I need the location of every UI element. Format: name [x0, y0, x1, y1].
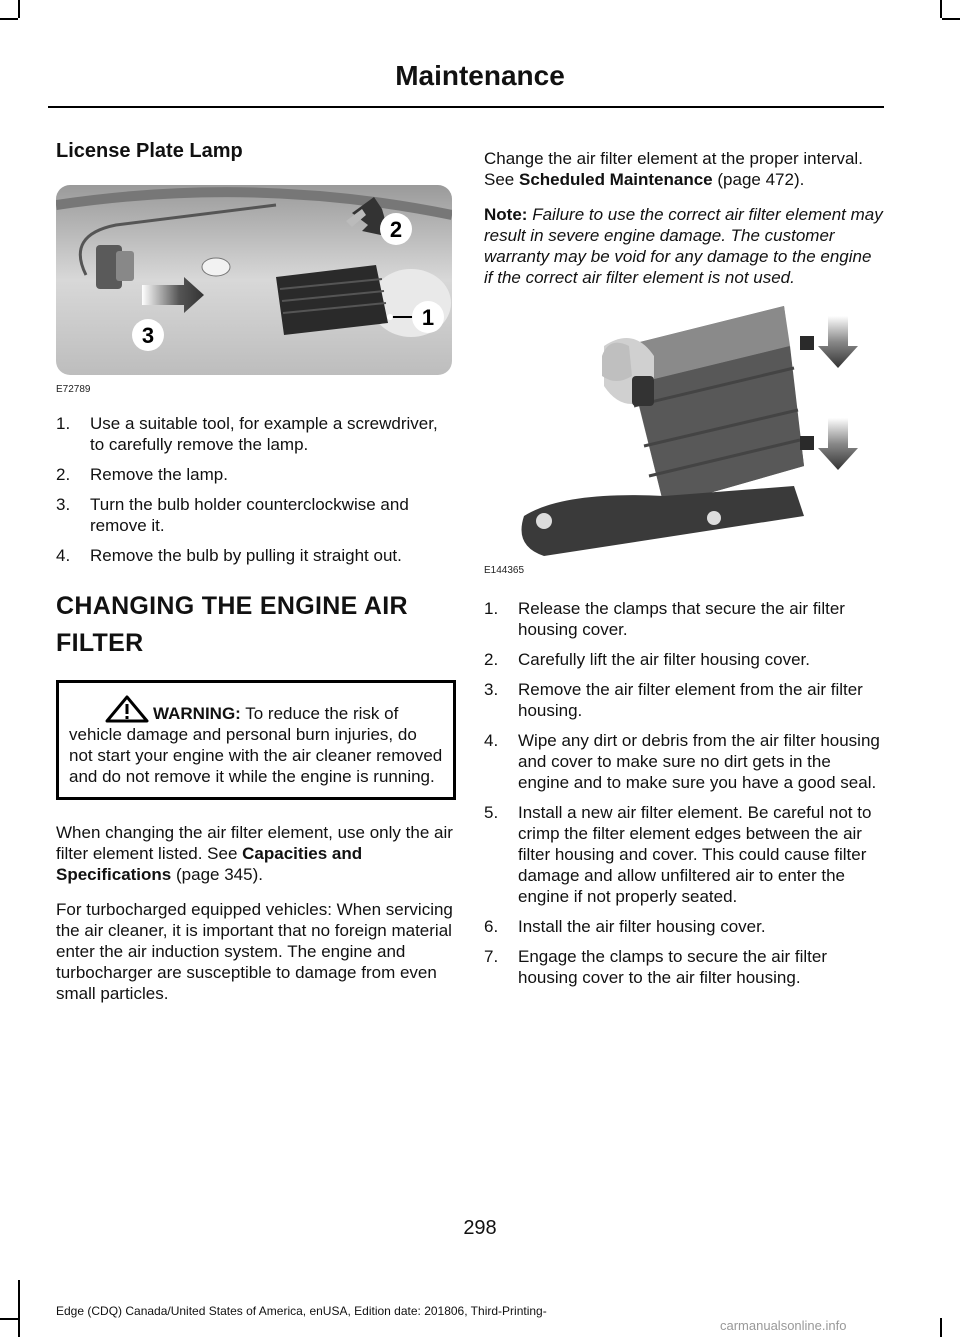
page-title: Maintenance: [395, 60, 565, 91]
cross-reference-link[interactable]: Capacities and Specifications: [56, 844, 363, 884]
list-item: 3. Remove the air filter element from the air filter housing.: [484, 680, 863, 720]
callout-3: [132, 319, 164, 351]
list-item: 4. Remove the bulb by pulling it straight out.: [56, 546, 402, 565]
crop-mark: [0, 18, 18, 20]
cross-reference-link[interactable]: Scheduled Maintenance: [518, 170, 713, 189]
warning-triangle-icon: [105, 695, 149, 723]
air-filter-figure: [484, 306, 884, 576]
note: [484, 204, 884, 288]
crop-mark: [0, 1318, 18, 1320]
svg-text:1: 1: [421, 305, 435, 330]
paragraph: Change the air filter element at the proper interval. See Scheduled Maintenance (page 472).: [484, 149, 863, 189]
paragraph: When changing the air filter element, use only the air filter element listed. See Capacities and Specifications (page 345).: [56, 823, 453, 884]
warning-text: To reduce the risk of vehicle damage and personal burn injuries, do not start your engine with the air cleaner removed and do not remove it while the engine is running.: [69, 704, 443, 786]
license-plate-lamp-heading: License Plate Lamp: [56, 140, 243, 162]
list-item: 2. Carefully lift the air filter housing cover.: [484, 650, 810, 669]
list-item: 7. Engage the clamps to secure the air filter housing cover to the air filter housing.: [484, 947, 827, 987]
svg-text:2: 2: [389, 217, 403, 242]
air-filter-housing-illustration: [484, 306, 880, 556]
list-item: 5. Install a new air filter element. Be careful not to crimp the filter element edges between the air filter housing and cover. This could cause filter damage and allow unfiltered air to enter the engine if not properly seated.: [484, 803, 872, 906]
callout-2: [380, 213, 412, 245]
svg-text:3: 3: [141, 323, 155, 348]
right-column: [484, 148, 884, 1010]
paragraph: For turbocharged equipped vehicles: When servicing the air cleaner, it is important that no foreign material enter the air induction system. The engine and turbocharger are susceptible to damage from even small particles.: [56, 900, 453, 1003]
air-filter-steps-list: [484, 598, 884, 988]
crop-mark: [942, 18, 960, 20]
list-item: 3. Turn the bulb holder counterclockwise and remove it.: [56, 495, 409, 535]
list-item: 2. Remove the lamp.: [56, 465, 228, 484]
license-plate-lamp-figure: [56, 185, 456, 395]
callout-1: [412, 301, 444, 333]
list-item: 1. Use a suitable tool, for example a screwdriver, to carefully remove the lamp.: [56, 414, 438, 454]
list-item: 4. Wipe any dirt or debris from the air filter housing and cover to make sure no dirt gets in the engine and to make sure you have a good seal.: [484, 731, 880, 792]
license-plate-lamp-illustration: [56, 185, 452, 375]
list-item: 6. Install the air filter housing cover.: [484, 917, 766, 936]
note-text: Failure to use the correct air filter element may result in severe engine damage. The customer warranty may be void for any damage to the engine if the correct air filter element is not used.: [484, 205, 883, 287]
license-steps-list: [56, 413, 456, 566]
crop-mark: [940, 1318, 942, 1337]
left-column: [56, 140, 456, 1018]
page-number: 298: [463, 1217, 497, 1239]
list-item: 1. Release the clamps that secure the air filter housing cover.: [484, 599, 845, 639]
warning-label: WARNING:: [153, 704, 241, 723]
note-label: Note:: [484, 205, 528, 224]
section-heading: CHANGING THE ENGINE AIR FILTER: [56, 592, 408, 657]
edition-info: Edge (CDQ) Canada/United States of America, enUSA, Edition date: 201806, Third-Printing-: [56, 1304, 547, 1318]
figure-code: E72789: [56, 384, 91, 395]
header-divider: [48, 106, 884, 108]
crop-mark: [940, 0, 942, 18]
figure-code: E144365: [484, 565, 525, 576]
watermark: carmanualsonline.info: [720, 1318, 847, 1333]
crop-mark: [18, 0, 20, 18]
crop-mark: [18, 1280, 20, 1337]
warning-box: [56, 680, 456, 800]
